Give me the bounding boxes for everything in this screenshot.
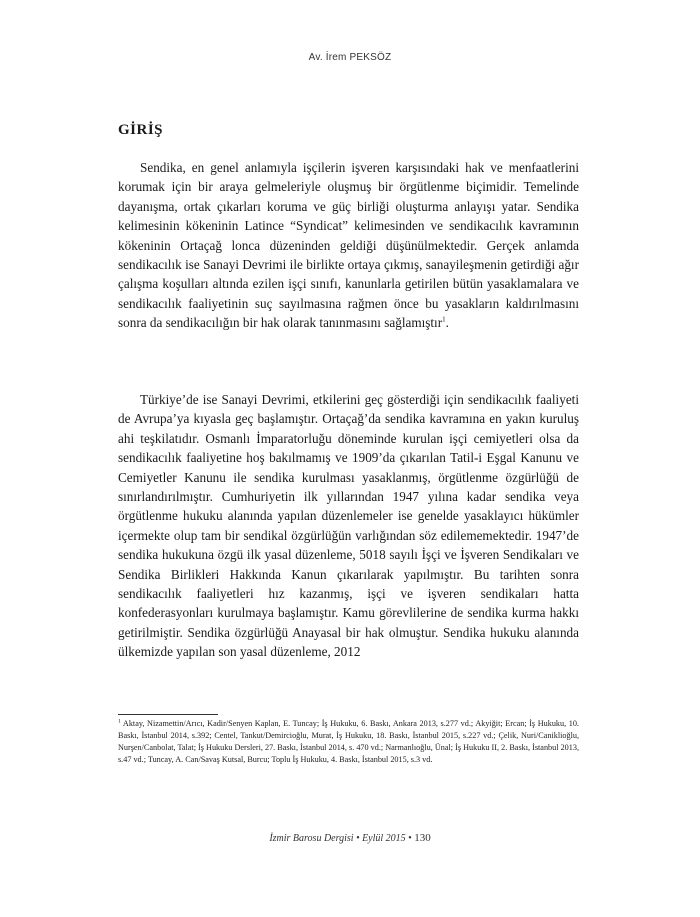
footnote-marker: 1 — [118, 718, 121, 725]
footnote — [118, 718, 579, 766]
journal-name: İzmir Barosu Dergisi • Eylül 2015 • — [269, 833, 412, 844]
paragraph-end-period: . — [445, 315, 449, 331]
footnote-reference[interactable]: 1 — [442, 315, 446, 324]
body-paragraph — [118, 158, 579, 333]
paragraph-text: Sendika, en genel anlamıyla işçilerin işveren karşısındaki hak ve menfaatlerini korumak için bir araya gelmeleriyle oluşmuş bir örgütlenme biçimidir. Temelinde dayanışma, ortak çıkarları koruma ve güç birliği oluşturma anlayışı yatar. Sendika kelimesinin kökeninin Latince “Syndicat” kelimesinden ve sendikacılık kavramının kökeninin Ortaçağ lonca düzeninden geldiği düşünülmektedir. Gerçek anlamda sendikacılık ise Sanayi Devrimi ile birlikte ortaya çıkmış, sanayileşmenin getirdiği ağır çalışma koşulları altında ezilen işçi sınıfı, kanunlarla getirilen bütün yasaklamalara ve sendikacılık faaliyetinin suç sayılmasına rağmen önce bu yasakların kaldırılmasını sonra da sendikacılığın bir hak olarak tanınmasını sağlamıştır — [118, 160, 579, 331]
page-footer — [0, 832, 700, 844]
paragraph-text: Türkiye’de ise Sanayi Devrimi, etkilerini geç gösterdiği için sendikacılık faaliyeti de Avrupa’ya kıyasla geç başlamıştır. Ortaçağ’da sendika kavramına en yakın kuruluş ahi teşkilatıdır. Osmanlı İmparatorluğu döneminde kurulan işçi cemiyetleri olsa da sendikacılık faaliyetine hoş bakılmamış ve 1909’da çıkarılan Tatil-i Eşgal Kanunu ve Cemiyetler Kanunu ile sendika kurulması yasaklanmış, örgütlenme özgürlüğü de sınırlandırılmıştır. Cumhuriyetin ilk yıllarından 1947 yılına kadar sendika veya örgütlenme hukuku alanında yapılan düzenlemeler ise genelde yasaklayıcı hükümler içermekte olup tam bir sendikal özgürlüğün varlığından söz edilememektedir. 1947’de sendika hukukuna özgü ilk yasal düzenleme, 5018 sayılı İşçi ve İşveren Sendikaları ve Sendika Birlikleri Hakkında Kanun çıkarılarak yapılmıştır. Bu tarihten sonra sendikacılık faaliyetleri hız kazanmış, işçi ve işveren sendikaları hatta konfederasyonları kurulmaya başlamıştır. Kamu görevlilerine de sendika kurma hakkı getirilmiştir. Sendika özgürlüğü Anayasal bir hak olmuştur. Sendika hukuku alanında ülkemizde yapılan son yasal düzenleme, 2012 — [118, 392, 579, 660]
section-heading: GİRİŞ — [118, 122, 164, 138]
body-paragraph — [118, 390, 579, 662]
footnote-text: Aktay, Nizamettin/Arıcı, Kadir/Senyen Kaplan, E. Tuncay; İş Hukuku, 6. Baskı, Ankara 2013, s.277 vd.; Akyiğit; Ercan; İş Hukuku, 10. Baskı, İstanbul 2014, s.392; Centel, Tankut/Demircioğlu, Murat, İş Hukuku, 18. Baskı, İstanbul 2015, s.227 vd.; Çelik, Nuri/Caniklioğlu, Nurşen/Canbolat, Talat; İş Hukuku Dersleri, 27. Baskı, İstanbul 2014, s. 470 vd.; Narmanlıoğlu, Ünal; İş Hukuku II, 2. Baskı, İstanbul 2013, s.47 vd.; Tuncay, A. Can/Savaş Kutsal, Burcu; Toplu İş Hukuku, 4. Baskı, İstanbul 2015, s.3 vd. — [118, 719, 579, 764]
page-number: 130 — [414, 832, 431, 844]
running-header-author: Av. İrem PEKSÖZ — [308, 52, 392, 63]
footnote-divider — [118, 714, 218, 715]
